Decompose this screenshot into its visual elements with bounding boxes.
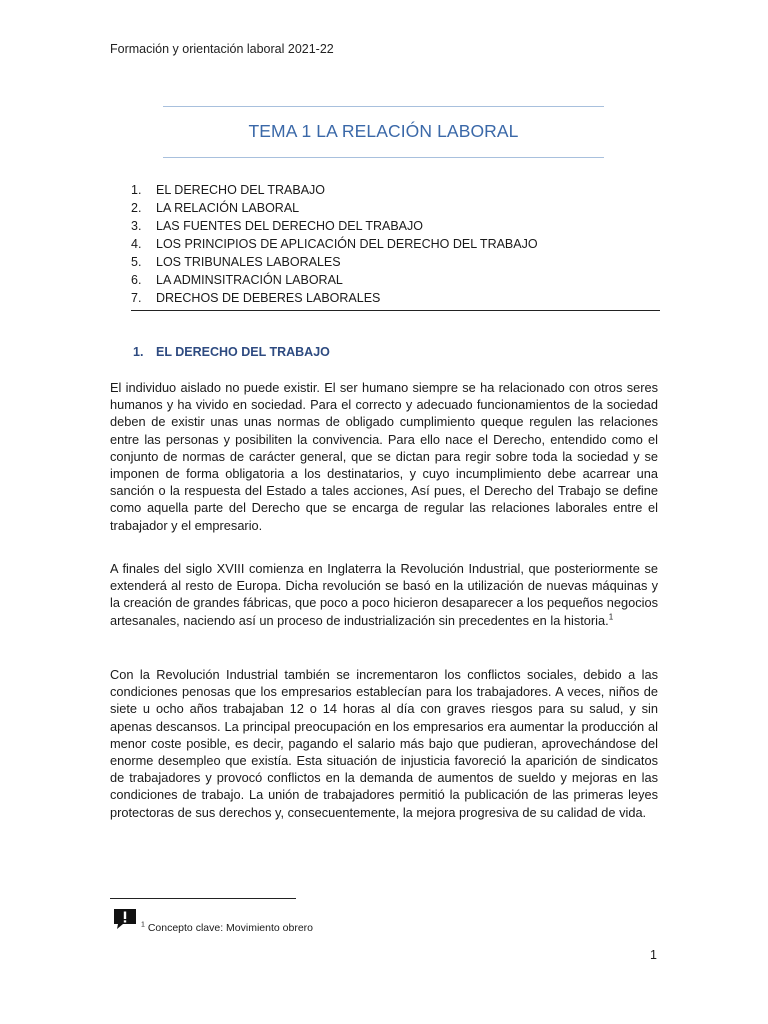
page-header: Formación y orientación laboral 2021-22 bbox=[110, 42, 334, 56]
footnote-rule bbox=[110, 898, 296, 899]
paragraph-3: Con la Revolución Industrial también se incrementaron los conflictos sociales, debido a las condiciones penosas que los empresarios establecían para los trabajadores. A veces, niños de siete u ocho años trabajaban 12 o 14 horas al día con graves riesgos para su salud, y sin apenas descansos. La principal preocupación en los empresarios era aumentar la producción al menor coste posible, es decir, pagando el salario más bajo que pudieran, aprovechándose del enorme desempleo que existía. Esta situación de injusticia favoreció la aparición de sindicatos de trabajadores y provocó conflictos en la demanda de aumentos de sueldo y mejoras en las condiciones de trabajo. La unión de trabajadores permitió la publicación de las primeras leyes protectoras de sus derechos y, consecuentemente, la mejora progresiva de su calidad de vida. bbox=[110, 667, 658, 820]
toc-item bbox=[131, 181, 660, 199]
toc-item bbox=[131, 199, 660, 217]
toc-label: LA ADMINSITRACIÓN LABORAL bbox=[156, 273, 343, 287]
paragraph-1: El individuo aislado no puede existir. El ser humano siempre se ha relacionado con otros seres humanos y ha vivido en sociedad. Para el correcto y adecuado funcionamientos de la sociedad deben de existir unas unas normas de obligado cumplimiento queque regulen las relaciones entre las personas y posibiliten la convivencia. Para ello nace el Derecho, entendido como el conjunto de normas de carácter general, que se dictan para regir sobre toda la sociedad y se imponen de forma obligatoria a los destinatarios, y cuyo incumplimiento debe acarrear una sanción o la respuesta del Estado a tales acciones, Así pues, el Derecho del Trabajo se define como aquella parte del Derecho que se encarga de regular las relaciones laborales entre el trabajador y el empresario. bbox=[110, 380, 658, 533]
title-rule-top bbox=[163, 106, 604, 107]
toc-label: LAS FUENTES DEL DERECHO DEL TRABAJO bbox=[156, 219, 423, 233]
toc-item bbox=[131, 235, 660, 253]
toc-label: EL DERECHO DEL TRABAJO bbox=[156, 183, 326, 197]
section-heading-text: EL DERECHO DEL TRABAJO bbox=[156, 345, 330, 359]
section-number: 1. bbox=[133, 345, 144, 359]
exclamation-speech-bubble-icon bbox=[113, 908, 137, 930]
footnote-text: Concepto clave: Movimiento obrero bbox=[144, 922, 313, 934]
toc-label: LA RELACIÓN LABORAL bbox=[156, 201, 300, 215]
table-of-contents bbox=[131, 181, 660, 311]
toc-item bbox=[131, 289, 660, 307]
title-rule-bottom bbox=[163, 157, 604, 158]
toc-number: 6. bbox=[131, 273, 142, 287]
toc-number: 5. bbox=[131, 255, 142, 269]
toc-item bbox=[131, 217, 660, 235]
toc-number: 2. bbox=[131, 201, 142, 215]
section-heading bbox=[133, 345, 330, 359]
toc-item bbox=[131, 271, 660, 289]
page-number: 1 bbox=[650, 948, 657, 962]
toc-number: 4. bbox=[131, 237, 142, 251]
footnote bbox=[141, 922, 313, 934]
toc-item bbox=[131, 253, 660, 271]
footnote-reference[interactable]: 1 bbox=[608, 612, 614, 622]
toc-number: 7. bbox=[131, 291, 142, 305]
toc-number: 1. bbox=[131, 183, 142, 197]
paragraph-2-text: A finales del siglo XVIII comienza en Inglaterra la Revolución Industrial, que posteriormente se extenderá al resto de Europa. Dicha revolución se basó en la utilización de nuevas máquinas y la creación de grandes fábricas, que poco a poco hicieron desaparecer a los pequeños negocios artesanales, naciendo así un proceso de industrialización sin precedentes en la historia. bbox=[110, 561, 658, 628]
page-title: TEMA 1 LA RELACIÓN LABORAL bbox=[248, 121, 519, 141]
toc-label: LOS PRINCIPIOS DE APLICACIÓN DEL DERECHO DEL TRABAJO bbox=[156, 237, 538, 251]
toc-number: 3. bbox=[131, 219, 142, 233]
toc-label: DRECHOS DE DEBERES LABORALES bbox=[156, 291, 381, 305]
toc-label: LOS TRIBUNALES LABORALES bbox=[156, 255, 341, 269]
paragraph-2 bbox=[110, 560, 658, 629]
footnote-marker: 1 bbox=[141, 921, 145, 929]
